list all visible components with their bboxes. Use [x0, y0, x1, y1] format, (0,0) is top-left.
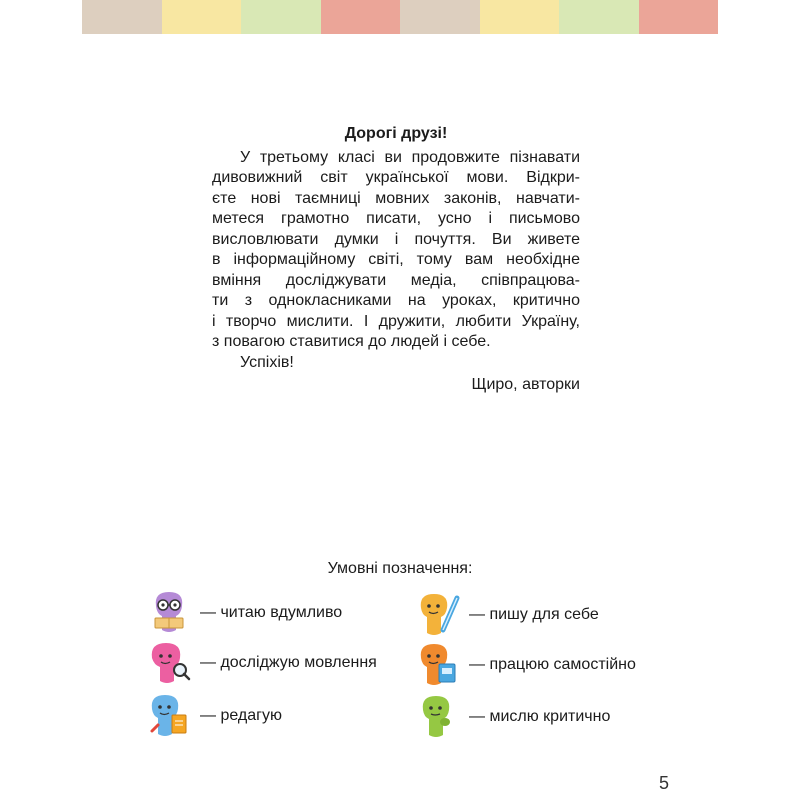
letter-line: У третьому класі ви продовжите пізнавати [240, 148, 580, 166]
color-strip-segment [480, 0, 560, 34]
letter-line: висловлювати думки і почуття. Ви живете [212, 230, 580, 248]
letter-title: Дорогі друзі! [344, 125, 448, 142]
color-strip-segment [559, 0, 639, 34]
blue-editor-icon [146, 691, 192, 741]
legend-label: — працюю самостійно [469, 656, 636, 673]
letter-line: єте нові таємниці мовних законів, навчати- [212, 189, 580, 207]
legend-item-research [146, 638, 377, 688]
pink-magnifier-icon [146, 638, 192, 688]
legend-title: Умовні позначення: [327, 560, 473, 577]
letter-closing: Успіхів! [240, 353, 294, 371]
letter-line: ти з однокласниками на уроках, критично [212, 292, 580, 309]
legend-item-write [415, 590, 599, 640]
legend-item-independent [415, 640, 636, 690]
green-thinker-icon [415, 692, 461, 742]
orange-notebook-icon [415, 640, 461, 690]
letter-line: і творчо мислити. І дружити, любити Україну, [212, 312, 580, 330]
legend-label: — мислю критично [469, 708, 611, 725]
letter-signature: Щиро, авторки [471, 376, 580, 393]
color-strip-segment [321, 0, 401, 34]
color-strip-segment [400, 0, 480, 34]
letter-line: з повагою ставитися до людей і себе. [212, 333, 491, 350]
legend-label: — читаю вдумливо [200, 604, 343, 621]
color-strip-segment [639, 0, 719, 34]
legend-label: — досліджую мовлення [200, 654, 377, 671]
letter-line: метеся грамотно писати, усно і письмово [212, 210, 580, 227]
legend-label: — пишу для себе [469, 606, 599, 623]
color-strip-segment [162, 0, 242, 34]
letter-line: в інформаційному світі, тому вам необхідне [212, 251, 580, 268]
legend-item-read [146, 588, 342, 638]
legend-label: — редагую [200, 707, 282, 724]
letter-line: дивовижний світ української мови. Відкри- [212, 169, 580, 186]
page-number: 5 [658, 773, 669, 793]
color-strip-segment [241, 0, 321, 34]
purple-reader-icon [146, 588, 192, 638]
greeting-letter [212, 124, 580, 396]
color-strip [82, 0, 718, 34]
letter-line: вміння досліджувати медіа, співпрацюва- [212, 271, 580, 289]
letter-body [212, 148, 580, 353]
color-strip-segment [82, 0, 162, 34]
legend-item-edit [146, 691, 282, 741]
yellow-pen-icon [415, 590, 461, 640]
legend-item-critical [415, 692, 610, 742]
